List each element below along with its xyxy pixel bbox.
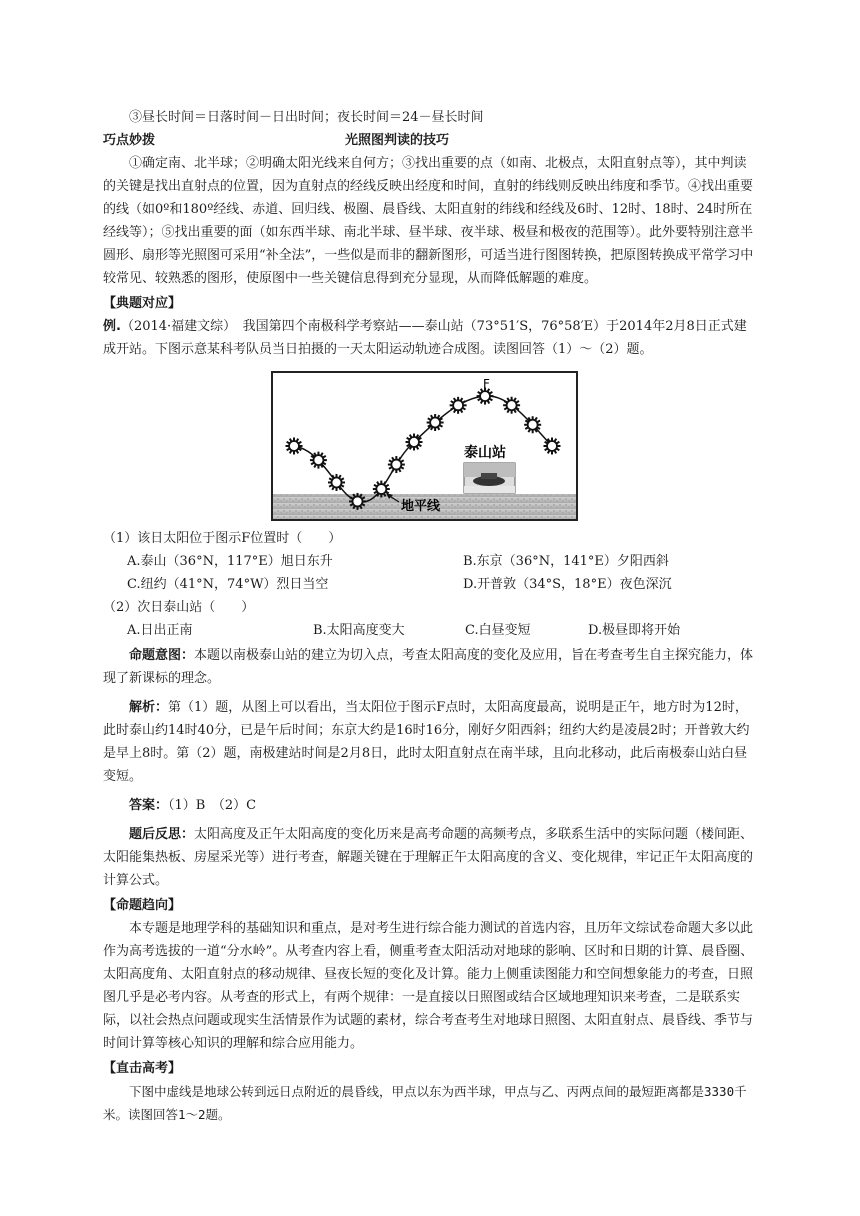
q2-option-a: A.日出正南 (127, 623, 193, 638)
page-content (103, 106, 758, 1126)
q2-option-c: C.白昼变短 (465, 623, 531, 638)
q1-option-a: A.泰山（36°N，117°E）旭日东升 (127, 554, 333, 569)
tip-title: 光照图判读的技巧 (345, 133, 450, 148)
example-text: （2014·福建文综） 我国第四个南极科学考察站——泰山站（73°51′S，76°58′E）于2014年2月8日正式建成开站。下图示意某科考队员当日拍摄的一天太阳运动轨迹合成图。读图回答（1）～（2）题。 (103, 319, 747, 357)
analysis-text: 第（1）题，从图上可以看出，当太阳位于图示F点时，太阳高度最高，说明是正午，地方时为12时，此时泰山约14时40分，已是午后时间；东京大约是16时16分，刚好夕阳西斜；纽约大约是凌晨2时；开普敦大约是早上8时。第（2）题，南极建站时间是2月8日，此时太阳直射点在南半球，且向北移动，此后南极泰山站白昼变短。 (103, 700, 750, 784)
q1-option-b: B.东京（36°N，141°E）夕阳西斜 (463, 554, 669, 569)
tip-header (103, 129, 758, 152)
q2-options (103, 619, 758, 642)
station-photo (464, 463, 515, 493)
q1-option-c: C.纽约（41°N，74°W）烈日当空 (127, 577, 329, 592)
station-label: 泰山站 (464, 445, 506, 461)
q1-stem: （1）该日太阳位于图示F位置时（ ） (103, 531, 342, 546)
q1-options-row2 (127, 573, 758, 596)
q1-option-d: D.开普敦（34°S，18°E）夜色深沉 (463, 577, 672, 592)
reflection-label: 题后反思： (129, 827, 195, 842)
label-f: F (483, 377, 490, 391)
q2-option-b: B.太阳高度变大 (313, 623, 405, 638)
direct-heading: 【直击高考】 (103, 1061, 182, 1076)
reflection-text: 太阳高度及正午太阳高度的变化历来是高考命题的高频考点，多联系生活中的实际问题（楼间距、太阳能集热板、房屋采光等）进行考查，解题关键在于理解正午太阳高度的含义、变化规律，牢记正午太阳高度的计算公式。 (103, 827, 754, 888)
q2-stem: （2）次日泰山站（ ） (103, 600, 255, 615)
direct-text: 下图中虚线是地球公转到远日点附近的晨昏线，甲点以东为西半球，甲点与乙、丙两点间的最短距离都是3330千米。读图回答1～2题。 (103, 1084, 747, 1122)
q2-options-row (127, 619, 758, 642)
answer-text: （1）B （2）C (168, 798, 257, 813)
answer-label: 答案： (129, 798, 169, 813)
sun-path-diagram (271, 371, 578, 521)
reflection-paragraph (103, 823, 758, 892)
intent-label: 命题意图： (129, 648, 195, 663)
q1-options (103, 550, 758, 596)
example-label: 例. (103, 319, 121, 334)
q2-option-d: D.极昼即将开始 (588, 623, 681, 638)
sun-path-figure (271, 371, 578, 521)
analysis-paragraph (103, 696, 758, 788)
analysis-label: 解析： (129, 700, 169, 715)
intent-text: 本题以南极泰山站的建立为切入点，考查太阳高度的变化及应用，旨在考查考生自主探究能力，体现了新课标的理念。 (103, 648, 754, 686)
trend-text: 本专题是地理学科的基础知识和重点，是对考生进行综合能力测试的首选内容，且历年文综试卷命题大多以此作为高考选拔的一道“分水岭”。从考查内容上看，侧重考查太阳活动对地球的影响、区时和日期的计算、晨昏圈、太阳高度角、太阳直射点的移动规律、昼夜长短的变化及计算。能力上侧重读图能力和空间想象能力的考查，日照图几乎是必考内容。从考查的形式上，有两个规律：一是直接以日照图或结合区域地理知识来考查，二是联系实际，以社会热点问题或现实生活情景作为试题的素材，综合考查考生对地球日照图、太阳直射点、晨昏线、季节与时间计算等核心知识的理解和综合应用能力。 (103, 921, 754, 1051)
q1-options-row1 (127, 550, 758, 573)
trend-heading: 【命题趋向】 (103, 898, 182, 913)
horizon-label: 地平线 (401, 499, 441, 514)
example-paragraph (103, 315, 758, 361)
answer-paragraph (103, 794, 758, 817)
tip-label: 巧点妙拨 (103, 133, 156, 148)
typical-heading: 【典题对应】 (103, 296, 182, 311)
daylength-formula: ③昼长时间＝日落时间－日出时间；夜长时间＝24－昼长时间 (129, 110, 484, 125)
intent-paragraph (103, 644, 758, 690)
tip-body: ①确定南、北半球；②明确太阳光线来自何方；③找出重要的点（如南、北极点，太阳直射点等），其中判读的关键是找出直射点的位置，因为直射点的经线反映出经度和时间，直射的纬线则反映出纬度和季节。④找出重要的线（如0º和180º经线、赤道、回归线、极圈、晨昏线、太阳直射的纬线和经线及6时、12时、18时、24时所在经线等）；⑤找出重要的面（如东西半球、南北半球、昼半球、夜半球、极昼和极夜的范围等）。此外要特别注意半圆形、扇形等光照图可采用“补全法”，一些似是而非的翻新图形，可适当进行图图转换，把原图转换成平常学习中较常见、较熟悉的图形，使原图中一些关键信息得到充分显现，从而降低解题的难度。 (103, 156, 754, 286)
